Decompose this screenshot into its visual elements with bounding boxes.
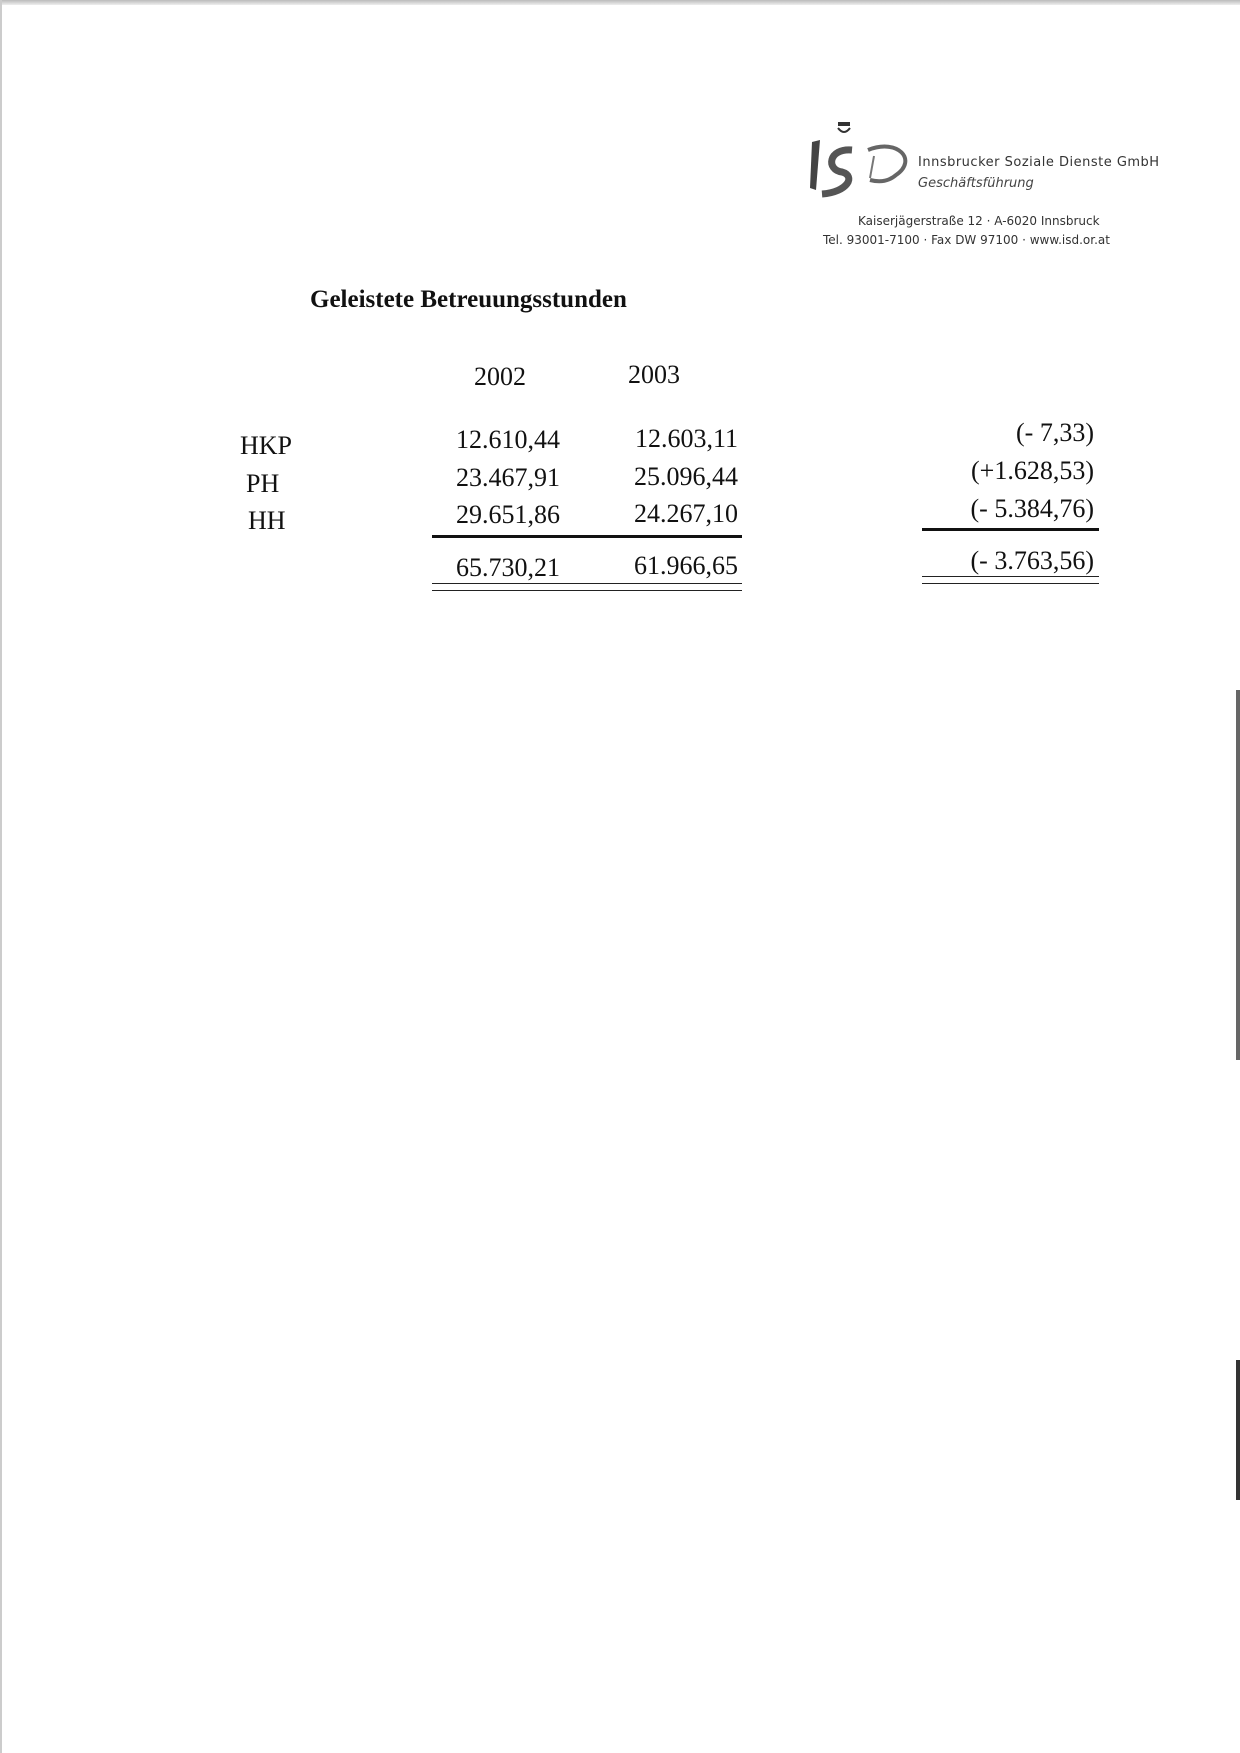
scan-edge-top [0,0,1240,5]
scan-edge-right [1236,690,1240,1060]
cell-2002: 29.651,86 [456,500,560,529]
cell-2003: 24.267,10 [634,499,738,528]
row-label-hkp: HKP [240,431,293,460]
diff-subtotal-rule [922,528,1099,531]
document-title: Geleistete Betreuungsstunden [310,286,627,313]
cell-diff: (- 5.384,76) [970,494,1094,523]
cell-2002: 23.467,91 [456,463,560,492]
scan-edge-left [0,0,2,1753]
department: Geschäftsführung [918,176,1034,191]
company-name: Innsbrucker Soziale Dienste GmbH [918,155,1160,170]
diff-total-double-rule [922,576,1099,584]
total-diff: (- 3.763,56) [970,546,1094,575]
header-2003: 2003 [628,360,680,389]
row-label-ph: PH [246,469,280,498]
subtotal-rule [432,535,742,538]
cell-2002: 12.610,44 [456,425,560,454]
cell-2003: 12.603,11 [634,424,738,453]
total-double-rule [432,583,742,591]
total-2003: 61.966,65 [634,551,738,580]
scan-edge-right-lower [1236,1360,1240,1500]
cell-2003: 25.096,44 [634,462,738,491]
total-2002: 65.730,21 [456,553,560,582]
header-2002: 2002 [474,362,526,391]
cell-diff: (- 7,33) [1016,418,1094,447]
isd-logo [808,120,923,210]
row-label-hh: HH [248,506,286,535]
cell-diff: (+1.628,53) [971,456,1094,485]
contact-info: Tel. 93001-7100 · Fax DW 97100 · www.isd.or.at [823,233,1110,247]
address: Kaiserjägerstraße 12 · A-6020 Innsbruck [858,214,1100,228]
